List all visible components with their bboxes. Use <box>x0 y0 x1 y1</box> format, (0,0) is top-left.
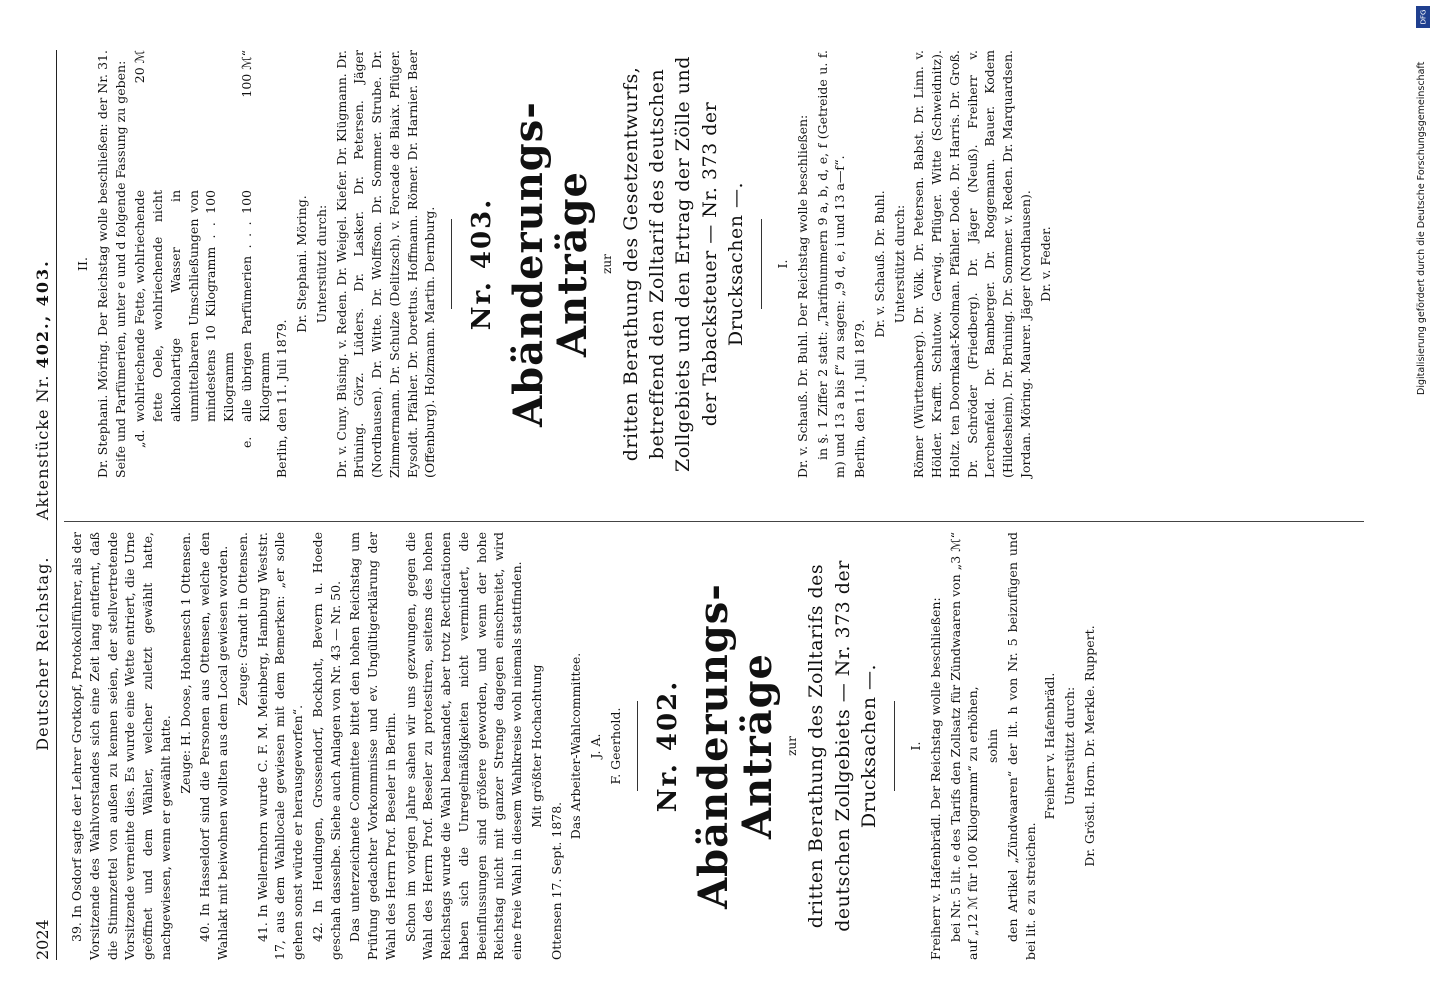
paragraph-43: Das unterzeichnete Committee bittet den hohen Reichstag um Prüfung gedachter Vorkommnisse und ev. Ungültigerklärung der Wahl des Herrn Prof. Beseler in Berlin. <box>347 532 398 960</box>
place-date: Ottensen 17. Sept. 1878. <box>548 801 564 960</box>
digitization-note: Digitalisierung gefördert durch die Deutsche Forschungsgemeinschaft <box>1416 61 1427 395</box>
antrag-text-403: in §. 1 Ziffer 2 statt: „Tarifnummern 9 a, b, d, e, f (Getreide u. f. m) und 13 a bis f“ zu sagen: „9 d, e, i und 13 a—f“. <box>814 50 848 478</box>
left-column <box>68 532 1358 960</box>
section-rule <box>637 701 638 791</box>
supporters-402-ii: Dr. v. Cuny. Büsing. v. Reden. Dr. Weigel. Kiefer. Dr. Klügmann. Dr. Brüning. Görz. Lüders. Dr. Lasker. Dr. Petersen. Jäger (Nordhausen). Dr. Witte. Dr. Wolffson. Dr. Sommer. Strube. Dr. Zimmermann. Dr. Schulze (Delitzsch). v. Forcade de Biaix. Pflüger. Eysoldt. Pfähler. Dr. Dorettus. Hoffmann. Römer. Dr. Harnier. Baer (Offenburg). Holzmann. Martin. Dernburg. <box>333 50 438 478</box>
running-title-right: Aktenstücke Nr. <box>33 368 52 521</box>
supported-label-402: Unterstützt durch: <box>1062 686 1078 806</box>
page-number: 2024 <box>33 919 52 960</box>
document-number-402: Nr. 402. <box>652 679 683 813</box>
closing-phrase: Mit größter Hochachtung <box>528 664 544 828</box>
tariff-item-d <box>131 50 238 478</box>
paragraph-40: 40. In Hasseldorf sind die Personen aus Ottensen, welche den Wahlakt mit beiwohnen wollten aus dem Local gewiesen worden. <box>197 532 230 960</box>
right-column <box>68 50 1056 478</box>
roman-ii-402: II. <box>75 257 90 271</box>
running-title-numbers: 402., 403. <box>33 259 52 369</box>
paragraph-42: 42. In Heudingen, Grossendorf, Bockholt, Bevern u. Hoede geschah dasselbe. Siehe auch Anlagen von Nr. 43 — Nr. 50. <box>309 532 343 960</box>
antrag-text2-402: den Artikel „Zündwaaren“ der lit. h von Nr. 5 beizufügen und bei lit. e zu streichen. <box>1004 532 1038 960</box>
date-403: Berlin, den 11. Juli 1879. <box>852 319 868 478</box>
antrag-text-402: bei Nr. 5 lit. e des Tarifs den Zollsatz für Zündwaaren von „3 ℳ“ auf „12 ℳ für 100 Kilogramm“ zu erhöhen, <box>947 532 981 960</box>
proposer-402: Freiherr v. Hafenbrädl. <box>1042 672 1058 820</box>
antrag-intro-403: Dr. v. Schauß. Dr. Buhl. Der Reichstag wolle beschließen: <box>794 114 810 478</box>
signer: F. Geerhold. <box>607 707 623 785</box>
section-rule <box>894 701 895 791</box>
dfg-logo-text: DFG <box>1419 9 1427 25</box>
section-rule <box>761 219 762 309</box>
zur-403: zur <box>599 254 614 274</box>
title-403: dritten Berathung des Gesetzentwurfs, betreffend den Zolltarif des deutschen Zollgebiets und den Ertrag der Zölle und der Tabacksteuer — Nr. 373 der Drucksachen —. <box>619 56 747 472</box>
paragraph-41: 41. In Wellernhorn wurde C. F. M. Meinberg, Hamburg Weststr. 17, aus dem Wahllocale gewiesen mit dem Bemerken: „er solle gehen sonst würde er herausgeworfen“. <box>254 532 305 960</box>
roman-i-402: I. <box>908 741 924 751</box>
title-402: dritten Berathung des Zolltarifs des deutschen Zollgebiets — Nr. 373 der Drucksachen —. <box>805 560 880 932</box>
supporters-402: Dr. Gröstl. Horn. Dr. Merkle. Ruppert. <box>1081 625 1097 867</box>
paragraph-44: Schon im vorigen Jahre sahen wir uns gezwungen, gegen die Wahl des Herrn Prof. Beseler zu protestiren, seitens des hohen Reichstags wurde die Wahl beanstandet, aber trotz Rectificationen haben sich die Unregelmäßigkeiten nicht vermindert, die Beeinflussungen sind größere geworden, und wenn der hohe Reichstag nicht mit ganzer Strenge dagegen einschreitet, wird eine freie Wahl in diesem Wahlkreise wohl niemals stattfinden. <box>402 532 524 960</box>
zur-402: zur <box>785 736 800 756</box>
paragraph-39: 39. In Osdorf sagte der Lehrer Grotkopf, Protokollführer, als der Vorsitzende des Wahlvorstandes sich eine Zeit lang entfernt, daß die Stimmzettel von außen zu kennen seien, der stellvertretende Vorsitzende verneinte dies. Es wurde eine Wette entriert, die Urne geöffnet und dem Wähler, welcher zuletzt gewählt hatte, nachgewiesen, wenn er gewählt hatte. <box>69 532 173 960</box>
tariff-item-e-text: alle übrigen Parfümerien . . . 100 Kilogramm <box>238 190 272 422</box>
supported-label-402-ii: Unterstützt durch: <box>313 204 329 324</box>
committee-name: Das Arbeiter-Wahlcommittee. <box>568 652 584 840</box>
running-title <box>32 50 55 960</box>
tariff-item-d-text: wohlriechende Fette, wohlriechende fette Oele, wohlriechende nicht alkoholartige Wasser in unmittelbaren Umschließungen von mindestens 10 Kilogramm . . 100 Kilogramm <box>132 190 236 422</box>
tariff-item-e-value: 100 ℳ“ <box>238 50 254 98</box>
running-title-left: Deutscher Reichstag. <box>33 556 52 751</box>
dfg-logo <box>1416 6 1430 28</box>
column-divider <box>64 521 1364 522</box>
tariff-item-e <box>238 50 274 478</box>
antrag2-intro: Dr. Stephani. Möring. Der Reichstag wolle beschließen: der Nr. 31. Seife und Parfümerien, unter e und d folgende Fassung zu geben: <box>94 50 128 478</box>
signers-403: Dr. v. Schauß. Dr. Buhl. <box>871 190 887 338</box>
heading-antraege-403: Abänderungs-Anträge <box>504 101 596 427</box>
roman-i-403: I. <box>775 259 791 269</box>
last-signer-403: Dr. v. Feder. <box>1037 226 1053 302</box>
ia: J. A. <box>588 733 603 759</box>
running-header <box>32 50 57 960</box>
date-402-ii: Berlin, den 11. Juli 1879. <box>274 319 290 478</box>
tariff-item-e-key: e. <box>238 436 254 448</box>
witness-39: Zeuge: H. Doose, Hohenesch 1 Ottensen. <box>177 532 193 794</box>
tariff-item-d-key: „d. <box>132 429 148 448</box>
antrag-intro-402: Freiherr v. Hafenbrädl. Der Reichstag wolle beschließen: <box>927 597 943 960</box>
supporters-403: Römer (Württemberg). Dr. Völk. Dr. Petersen. Babst. Dr. Linn. v. Hölder. Krafft. Schlutow. Gerwig. Pflüger. Witte (Schweidnitz). Holtz. ten Doornkaat-Koolman. Pfähler. Dode. Dr. Harris. Dr. Groß. Dr. Schröder (Friedberg). Dr. Jäger (Neuß). Freiherr v. Lerchenfeld. Dr. Bamberger. Dr. Roggemann. Bauer. Kodem (Hildesheim). Dr. Brüning. Dr. Sommer. v. Reden. Dr. Marquardsen. Jordan. Möring. Maurer. Jäger (Nordhausen). <box>911 50 1033 478</box>
section-rule <box>451 219 452 309</box>
supported-label-403: Unterstützt durch: <box>891 204 907 324</box>
tariff-item-d-value: 20 ℳ <box>132 50 148 84</box>
witness-40: Zeuge: Grandt in Ottensen. <box>234 532 250 706</box>
signers-402-ii: Dr. Stephani. Möring. <box>294 195 309 333</box>
heading-antraege-402: Abänderungs-Anträge <box>690 583 782 909</box>
document-number-403: Nr. 403. <box>467 197 497 331</box>
sohin: sohin <box>985 728 1001 764</box>
